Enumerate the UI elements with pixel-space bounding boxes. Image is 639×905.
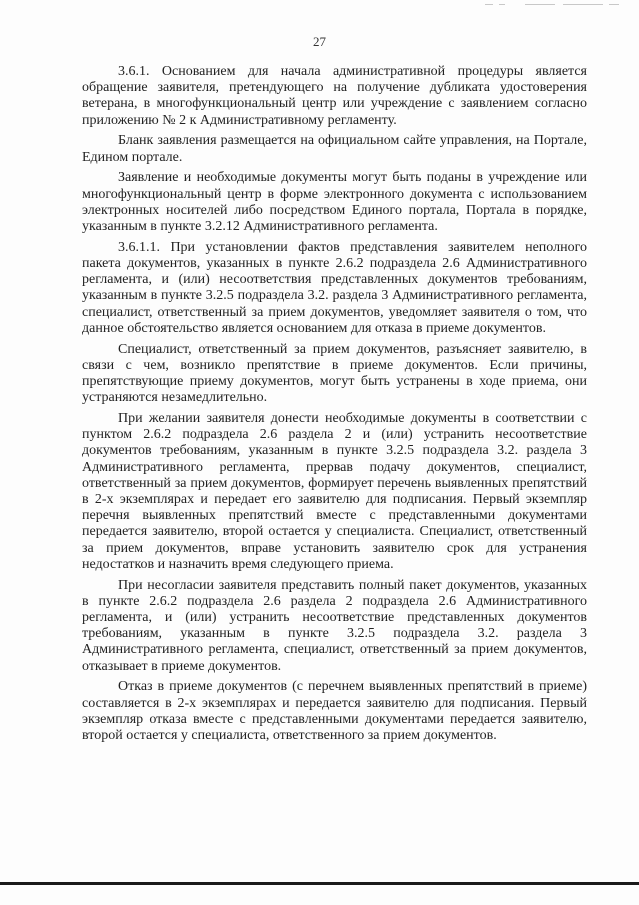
page-number: 27 xyxy=(313,34,326,49)
paragraph-specialist-explains: Специалист, ответственный за прием документов, разъясняет заявителю, в связи с чем, возникло препятствие в приеме документов. Если причины, препятствующие приему документов, могут быть устранены в ходе приема, они устраняются незамедлительно. xyxy=(82,341,587,406)
paragraph-applicant-disagrees: При несогласии заявителя представить полный пакет документов, указанных в пункте 2.6.2 подраздела 2.6 раздела 2 подраздела 2.6 Административного регламента, и (или) устранить несоответствие представленных документов требованиям, указанным в пункте 3.2.5 подраздела 3.2. раздела 3 Административного регламента, специалист, ответственный за прием документов, отказывает в приеме документов. xyxy=(82,577,587,674)
paragraph-applicant-wishes: При желании заявителя донести необходимые документы в соответствии с пунктом 2.6.2 подраздела 2.6 раздела 2 и (или) устранить несоответствие документов требованиям, указанным в пункте 3.2.5 подраздела 3.2. раздела 3 Административного регламента, прервав подачу документов, специалист, ответственный за прием документов, формирует перечень выявленных препятствий в 2-х экземплярах и передает его заявителю для подписания. Первый экземпляр перечня выявленных препятствий вместе с представленными документами передается заявителю, второй остается у специалиста. Специалист, ответственный за прием документов, вправе установить заявителю срок для устранения недостатков и назначить время следующего приема. xyxy=(82,411,587,572)
paragraph-electronic-submission: Заявление и необходимые документы могут быть поданы в учреждение или многофункциональный центр в форме электронного документа с использованием электронных носителей либо посредством Единого портала, Портала в порядке, указанным в пункте 3.2.12 Административного регламента. xyxy=(82,170,587,235)
bottom-scan-border xyxy=(0,882,639,885)
scan-artifact xyxy=(485,2,635,8)
paragraph-refusal: Отказ в приеме документов (с перечнем выявленных препятствий в приеме) составляется в 2-х экземплярах и передается заявителю для подписания. Первый экземпляр отказа вместе с представленными документами передается заявителю, второй остается у специалиста, ответственного за прием документов. xyxy=(82,679,587,744)
paragraph-form-location: Бланк заявления размещается на официальном сайте управления, на Портале, Едином портале. xyxy=(82,133,587,165)
paragraph-3-6-1-1: 3.6.1.1. При установлении фактов представления заявителем неполного пакета документов, указанных в пункте 2.6.2 подраздела 2.6 Административного регламента, и (или) несоответствия представленных документов требованиям, указанным в пункте 3.2.5 подраздела 3.2. раздела 3 Административного регламента, специалист, ответственный за прием документов, уведомляет заявителя о том, что данное обстоятельство является основанием для отказа в приеме документов. xyxy=(82,239,587,336)
paragraph-3-6-1: 3.6.1. Основанием для начала административной процедуры является обращение заявителя, претендующего на получение дубликата удостоверения ветерана, в многофункциональный центр или учреждение с заявлением согласно приложению № 2 к Административному регламенту. xyxy=(82,64,587,128)
body-text xyxy=(82,64,587,749)
